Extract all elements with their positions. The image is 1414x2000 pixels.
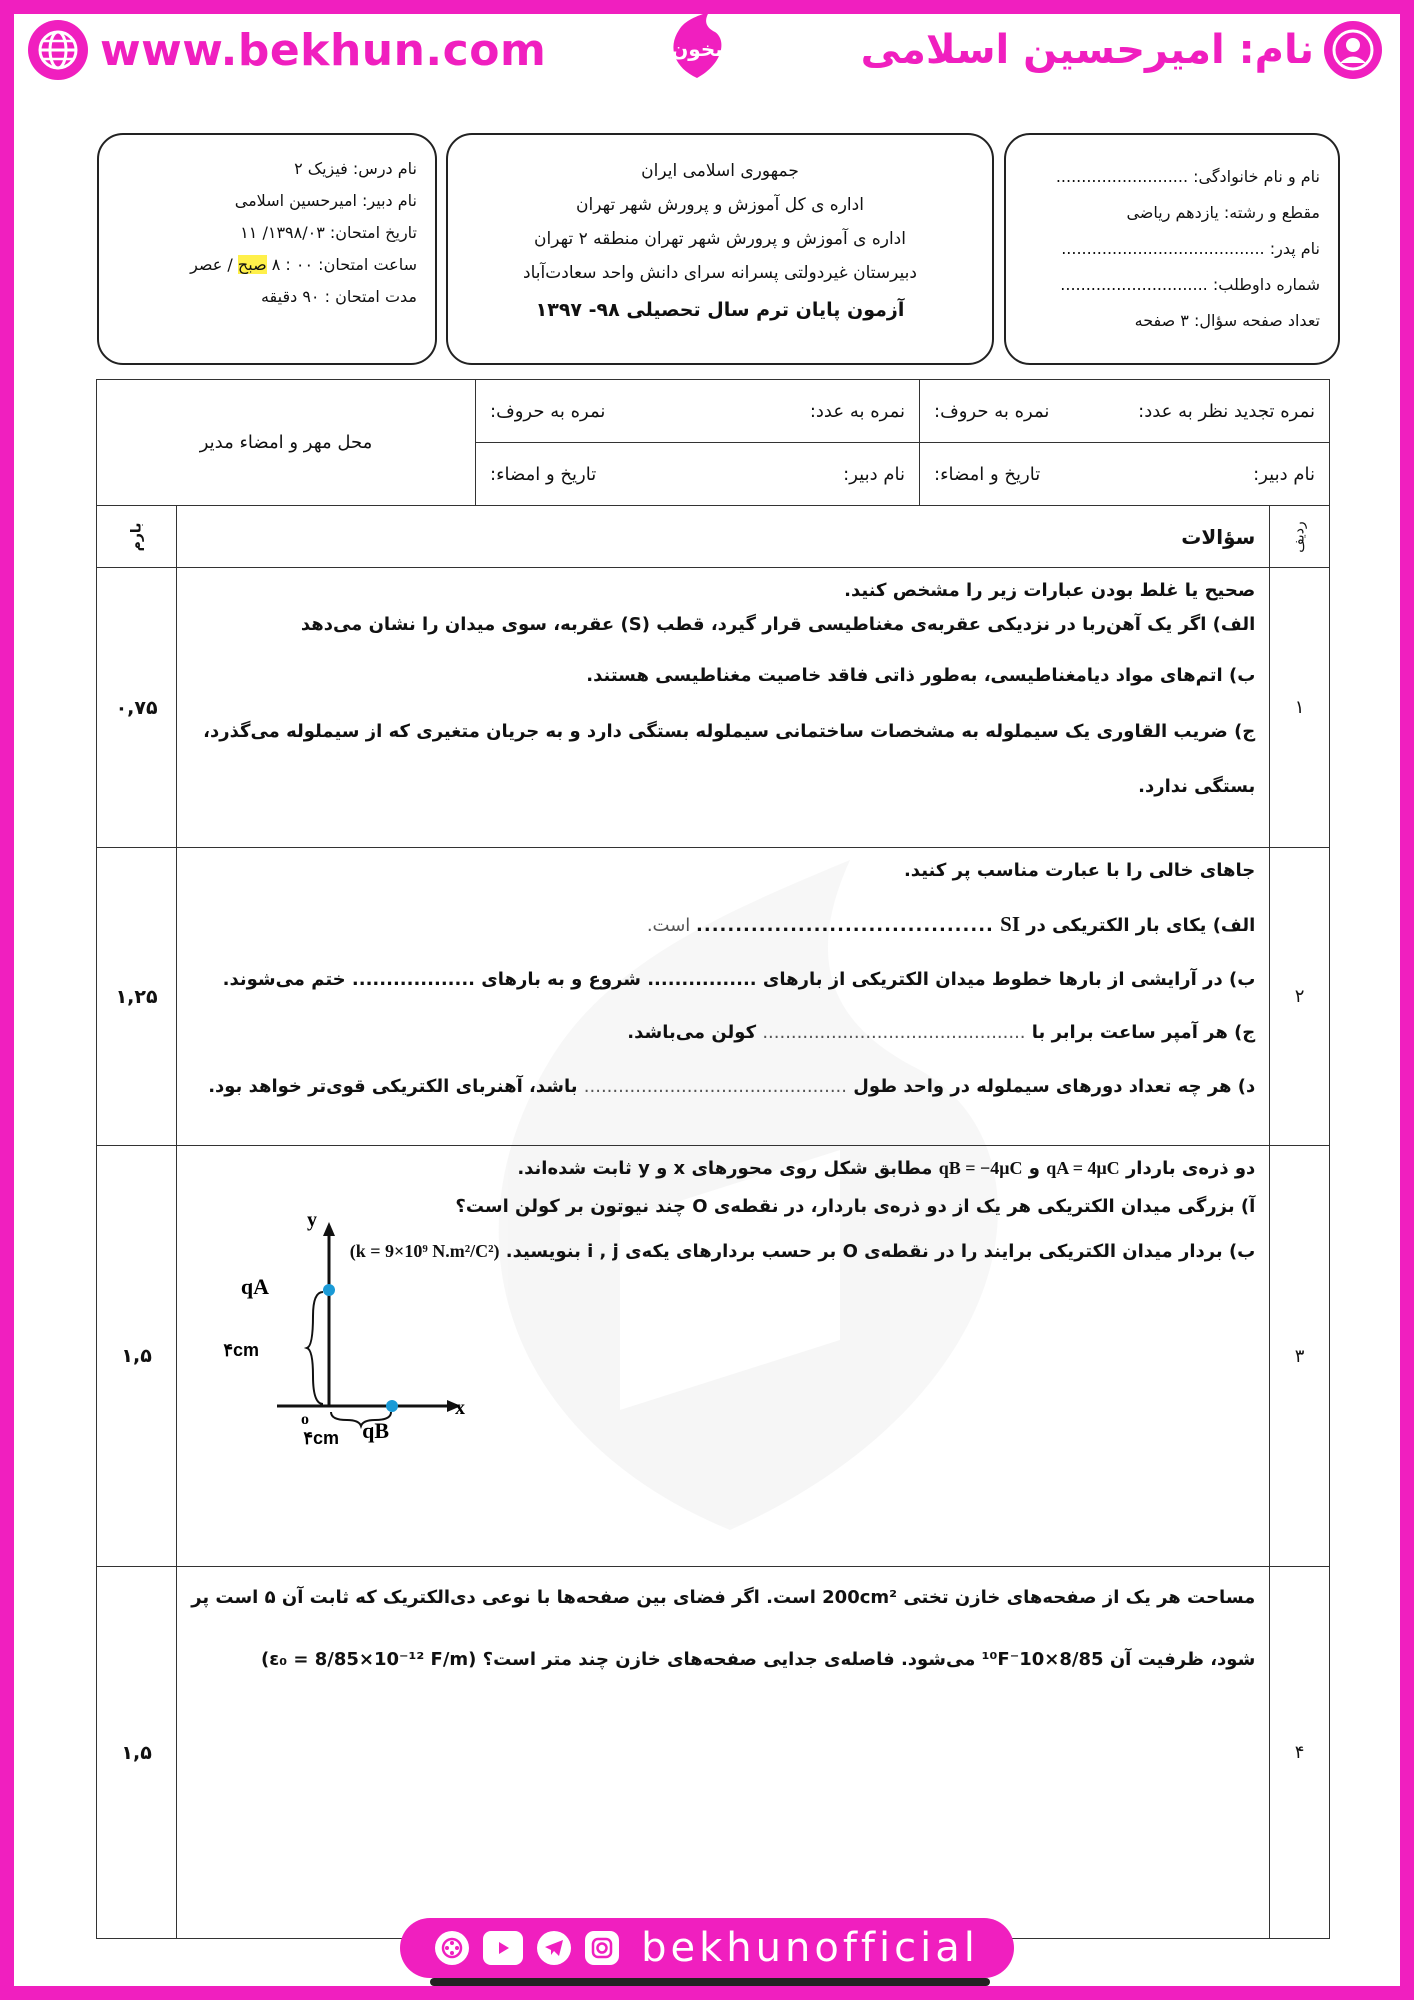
score-header — [97, 506, 177, 568]
question-score: ۱,۵ — [97, 1567, 177, 1939]
q2-b-mid: شروع و به بارهای — [475, 968, 648, 990]
teacher-sign-cell-2 — [476, 443, 920, 506]
row-header — [1270, 506, 1330, 568]
revised-number-label: نمره تجدید نظر به عدد: — [1138, 400, 1315, 422]
question-body — [177, 848, 1270, 1146]
table-header-row — [97, 506, 1330, 568]
qa-point — [323, 1284, 335, 1296]
school-line-3: اداره ی آموزش و پرورش شهر تهران منطقه ۲ تهران — [534, 229, 906, 249]
y-axis-arrow — [323, 1222, 335, 1236]
q2-c-blank: .............................................. — [762, 1022, 1026, 1044]
q2-d-blank: .............................................. — [583, 1075, 847, 1097]
principal-seal-cell: محل مهر و امضاء مدیر — [97, 380, 476, 506]
footer-shadow — [430, 1978, 990, 1986]
q2-b-blank-1: ................ — [647, 968, 757, 990]
q2-d-text: د) هر چه تعداد دورهای سیملوله در واحد طول — [846, 1075, 1256, 1097]
questions-header: سؤالات — [177, 506, 1270, 568]
q1-part-a: الف) اگر یک آهن‌ربا در نزدیکی عقربه‌ی مغناطیسی قرار گیرد، قطب (S) عقربه، سوی میدان را نشان می‌دهد — [300, 613, 1256, 635]
exam-time-prefix: ساعت امتحان: ۰۰ : ۸ — [266, 255, 417, 274]
q2-c-text: ج) هر آمپر ساعت برابر با — [1025, 1022, 1256, 1044]
q3-intro-b: مطابق شکل روی محورهای x و y ثابت شده‌اند. — [517, 1158, 939, 1179]
student-info-box — [1004, 133, 1340, 365]
revised-grade-cell — [920, 380, 1330, 443]
question-number: ۴ — [1270, 1567, 1330, 1939]
y-brace — [307, 1292, 323, 1404]
question-score: ۱,۲۵ — [97, 848, 177, 1146]
q2-a-blank: ...................................... — [696, 914, 994, 936]
question-row — [97, 1567, 1330, 1939]
q3-part-a: آ) بزرگی میدان الکتریکی هر یک از دو ذره‌ی باردار، در نقطه‌ی O چند نیوتون بر کولن است؟ — [455, 1195, 1256, 1217]
x-distance-label: ۴cm — [303, 1428, 340, 1448]
q2-part-d — [191, 1076, 1255, 1098]
q3-part-b: ب) بردار میدان الکتریکی برایند را در نقطه‌ی O بر حسب بردارهای یکه‌ی i , j بنویسید. — [505, 1241, 1256, 1263]
bekhun-logo — [657, 8, 737, 80]
teacher-name: نام دبیر: امیرحسین اسلامی — [234, 191, 417, 210]
question-row — [97, 568, 1330, 848]
q1-part-c: ج) ضریب القاوری یک سیملوله به مشخصات ساختمانی سیملوله بستگی دارد و به جریان متغیری که از سیملوله می‌گذرد، — [203, 720, 1256, 742]
grade-table — [96, 379, 1330, 506]
question-score: ۰,۷۵ — [97, 568, 177, 848]
question-score: ۱,۵ — [97, 1146, 177, 1567]
score-header-text: بارم — [128, 522, 145, 551]
teacher-label-1: نام دبیر: — [1253, 463, 1315, 485]
q3-intro — [191, 1158, 1255, 1180]
q4-line-2: شود، ظرفیت آن 8/85×10⁻¹⁰F می‌شود. فاصله‌ی جدایی صفحه‌های خازن چند متر است؟ (ε₀ = 8/85×10⁻¹² F/m) — [260, 1648, 1256, 1670]
q1-intro: صحیح یا غلط بودن عبارات زیر را مشخص کنید. — [844, 580, 1256, 601]
q3-qa-value: qA = 4μC — [1046, 1158, 1120, 1178]
school-line-1: جمهوری اسلامی ایران — [641, 161, 799, 181]
aparat-icon[interactable] — [435, 1931, 469, 1965]
school-line-4: دبیرستان غیردولتی پسرانه سرای دانش واحد سعادت‌آباد — [523, 263, 917, 283]
q3-k-constant: (k = 9×10⁹ N.m²/C²) — [349, 1241, 500, 1262]
q1-part-b: ب) اتم‌های مواد دیامغناطیسی، به‌طور ذاتی فاقد خاصیت مغناطیسی هستند. — [586, 665, 1256, 687]
number-label: نمره به عدد: — [809, 400, 905, 422]
logo-text: بخون — [671, 37, 723, 61]
exam-info-box — [97, 133, 437, 365]
q3-qb-value: qB = −4μC — [938, 1158, 1023, 1178]
page-count: تعداد صفحه سؤال: ۳ صفحه — [1134, 311, 1320, 330]
questions-table — [96, 505, 1330, 1939]
origin-label: o — [301, 1411, 310, 1428]
instagram-icon[interactable] — [585, 1931, 619, 1965]
q2-part-c — [191, 1022, 1255, 1044]
question-body — [177, 568, 1270, 848]
grade-cell — [476, 380, 920, 443]
question-number: ۲ — [1270, 848, 1330, 1146]
telegram-icon[interactable] — [537, 1931, 571, 1965]
date-sign-label-2: تاریخ و امضاء: — [490, 463, 597, 485]
website-url: www.bekhun.com — [100, 24, 547, 76]
y-axis-label: y — [307, 1209, 318, 1231]
exam-time — [190, 255, 417, 274]
social-handle: bekhunofficial — [641, 1925, 979, 1971]
qa-label: qA — [241, 1274, 270, 1299]
q1-part-c-cont: بستگی ندارد. — [1138, 776, 1256, 798]
q2-b-text: ب) در آرایشی از بارها خطوط میدان الکتریکی از بارهای — [756, 968, 1256, 990]
q2-part-a — [191, 912, 1255, 937]
family-name-field: نام و نام خانوادگی: .......................... — [1055, 167, 1320, 186]
father-name-field: نام پدر: ........................................ — [1061, 239, 1320, 258]
owner-name-text: نام: امیرحسین اسلامی — [860, 27, 1314, 73]
q2-a-end: است. — [646, 914, 697, 936]
exam-duration: مدت امتحان : ۹۰ دقیقه — [260, 287, 417, 306]
teacher-label-2: نام دبیر: — [843, 463, 905, 485]
grade-field: مقطع و رشته: یازدهم ریاضی — [1126, 203, 1320, 222]
school-info-box — [446, 133, 994, 365]
q2-intro: جاهای خالی را با عبارت مناسب پر کنید. — [903, 860, 1256, 881]
qb-point — [386, 1400, 398, 1412]
q2-a-text: الف) یکای بار الکتریکی در — [1020, 914, 1256, 936]
school-line-2: اداره ی کل آموزش و پرورش شهر تهران — [576, 195, 864, 215]
teacher-sign-cell-1 — [920, 443, 1330, 506]
exam-time-suffix: / عصر — [190, 255, 238, 274]
globe-icon — [28, 20, 88, 80]
charge-diagram — [223, 1206, 477, 1448]
question-number: ۱ — [1270, 568, 1330, 848]
question-body — [177, 1567, 1270, 1939]
candidate-number-field: شماره داوطلب: ............................. — [1060, 275, 1320, 294]
owner-name — [861, 18, 1382, 82]
exam-title: آزمون پایان ترم سال تحصیلی ۹۸- ۱۳۹۷ — [535, 299, 905, 321]
y-distance-label: ۴cm — [223, 1340, 260, 1360]
q2-part-b — [191, 969, 1255, 991]
q3-and: و — [1022, 1158, 1047, 1179]
q2-a-si: SI — [1000, 911, 1021, 936]
user-icon — [1324, 21, 1382, 79]
subject: نام درس: فیزیک ۲ — [294, 159, 417, 178]
qb-label: qB — [362, 1418, 390, 1443]
question-number: ۳ — [1270, 1146, 1330, 1567]
exam-date: تاریخ امتحان: ۱۳۹۸/۰۳/ ۱۱ — [240, 223, 417, 242]
date-sign-label-1: تاریخ و امضاء: — [934, 463, 1041, 485]
q2-d-end: باشد، آهنربای الکتریکی قوی‌تر خواهد بود. — [208, 1075, 584, 1097]
q2-b-blank-2: .................. — [351, 968, 476, 990]
youtube-icon[interactable] — [483, 1931, 523, 1965]
exam-time-morning: صبح — [237, 255, 267, 274]
q2-c-end: کولن می‌باشد. — [627, 1022, 763, 1044]
q2-b-end: ختم می‌شوند. — [222, 968, 352, 990]
website-link[interactable] — [28, 18, 546, 82]
row-header-text: ردیف — [1291, 520, 1308, 553]
social-footer[interactable] — [400, 1918, 1014, 1978]
q4-line-1: مساحت هر یک از صفحه‌های خازن تختی 200cm² است. اگر فضای بین صفحه‌ها با نوعی دی‌الکتریک که ثابت آن ۵ است پر — [191, 1587, 1256, 1608]
question-row — [97, 848, 1330, 1146]
question-row — [97, 1146, 1330, 1567]
x-axis-label: x — [455, 1397, 466, 1419]
letters-label: نمره به حروف: — [490, 400, 606, 422]
q3-intro-a: دو ذره‌ی باردار — [1119, 1158, 1256, 1179]
revised-letters-label: نمره به حروف: — [934, 400, 1050, 422]
question-body — [177, 1146, 1270, 1567]
